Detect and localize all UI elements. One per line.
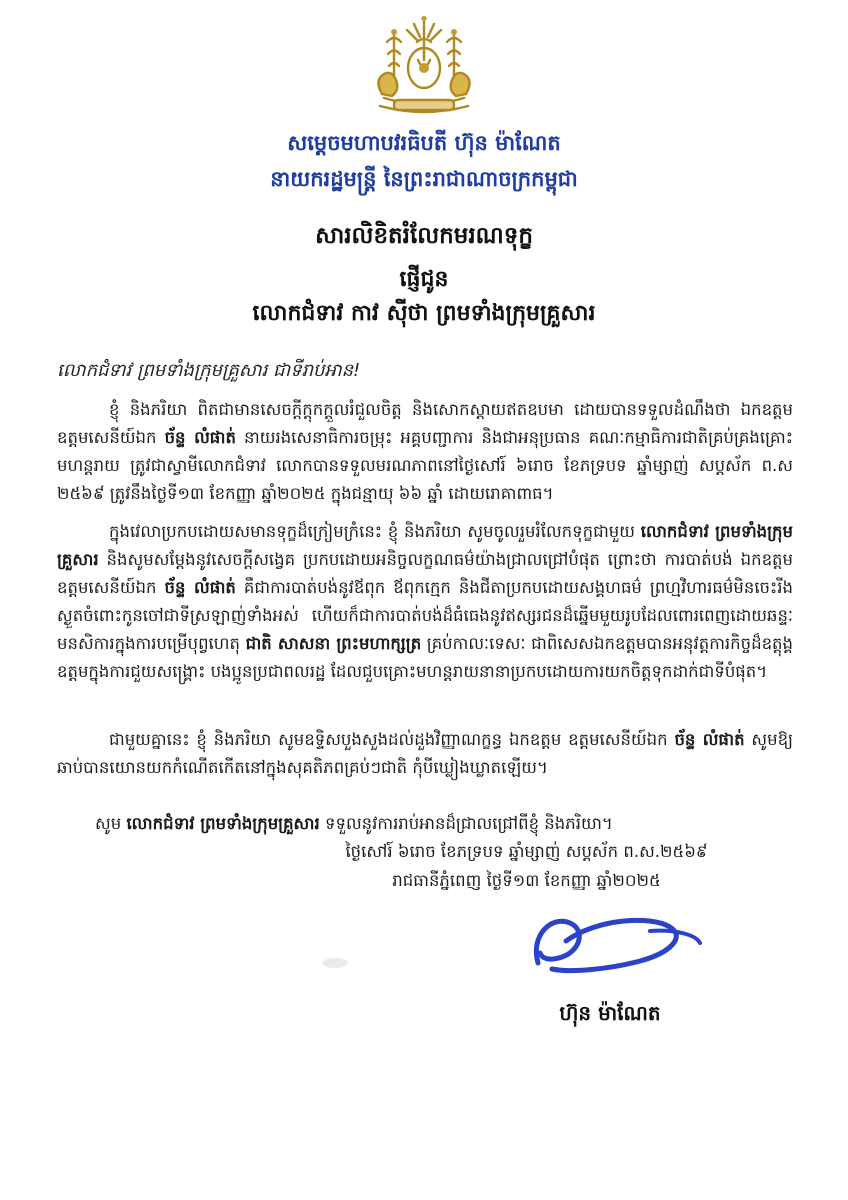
salutation-line: លោកជំទាវ ព្រមទាំងក្រុមគ្រួសារ ជាទីរាប់អាន! — [57, 360, 361, 381]
signature-scribble-icon — [480, 898, 740, 1008]
signer-name: ហ៊ុន ម៉ាណែត — [559, 1001, 661, 1025]
closing-courtesy-line: សូម លោកជំទាវ ព្រមទាំងក្រុមគ្រួសារ ទទួលនូវការរាប់អានដ៏ជ្រាលជ្រៅពីខ្ញុំ និងភរិយា។ — [95, 814, 613, 833]
scan-smudge — [322, 958, 348, 968]
gregorian-date-line: រាជធានីភ្នំពេញ ថ្ងៃទី១៣ ខែកញ្ញា ឆ្នាំ២០២៥ — [392, 870, 661, 890]
dateline-block — [260, 838, 793, 896]
document-title: សារលិខិតរំលែកមរណទុក្ខ — [315, 223, 533, 249]
royal-arms-of-cambodia-icon — [0, 16, 848, 128]
lunar-date-line: ថ្ងៃសៅរ៍ ៦រោច ខែភទ្របទ ឆ្នាំម្សាញ់ សប្តស័ក ព.ស.២៥៦៩ — [345, 842, 708, 861]
addressee-line: លោកជំទាវ កាវ ស៊ីថា ព្រមទាំងក្រុមគ្រួសារ — [252, 301, 596, 326]
send-to-label: ផ្ញើជូន — [399, 267, 449, 292]
paragraph-3: ជាមួយគ្នានេះ ខ្ញុំ និងភរិយា សូមឧទ្ទិសបួងសួងដល់ដួងវិញ្ញាណក្ខន្ធ ឯកឧត្តម ឧត្តមសេនីយ៍ឯក ច័ន្ទ លំផាត់ សូមឱ្យឆាប់បានយោនយកកំណើតកើតនៅក្នុងសុគតិភពគ្រប់ៗជាតិ កុំបីឃ្លៀងឃ្លាតឡើយ។ — [57, 730, 793, 778]
letterhead-title-line: សម្តេចមហាបវរធិបតី ហ៊ុន ម៉ាណែត — [287, 131, 561, 155]
paragraph-1: ខ្ញុំ និងភរិយា ពិតជាមានសេចក្តីក្តុកក្តួលរំជួលចិត្ត និងសោកស្តាយឥតឧបមា ដោយបានទទួលដំណឹងថា ឯកឧត្តម ឧត្តមសេនីយ៍ឯក ច័ន្ទ លំផាត់ នាយរងសេនាធិការចម្រុះ អគ្គបញ្ជាការ និងជាអនុប្រធាន គណៈកម្មាធិការជាតិគ្រប់គ្រងគ្រោះមហន្តរាយ ត្រូវជាស្វាមីលោកជំទាវ លោកបានទទួលមរណភាពនៅថ្ងៃសៅរ៍ ៦រោច ខែភទ្របទ ឆ្នាំម្សាញ់ សប្តស័ក ព.ស ២៥៦៩ ត្រូវនឹងថ្ងៃទី១៣ ខែកញ្ញា ឆ្នាំ២០២៥ ក្នុងជន្មាយុ ៦៦ ឆ្នាំ ដោយរោគាពាធ។ — [57, 400, 793, 504]
signature-svg — [500, 901, 720, 1006]
letterhead-subtitle-line: នាយករដ្ឋមន្ត្រី នៃព្រះរាជាណាចក្រកម្ពុជា — [270, 167, 578, 191]
crest-svg — [360, 16, 488, 128]
paragraph-2: ក្នុងវេលាប្រកបដោយសមានទុក្ខដ៏ក្រៀមក្រំនេះ ខ្ញុំ និងភរិយា សូមចូលរួមរំលែកទុក្ខជាមួយ លោកជំទាវ ព្រមទាំងក្រុមគ្រួសារ និងសូមសម្តែងនូវសេចក្តីសង្វេគ ប្រកបដោយអនិច្ចលក្ខណធម៌យ៉ាងជ្រាលជ្រៅបំផុត ព្រោះថា ការបាត់បង់ ឯកឧត្តម ឧត្តមសេនីយ៍ឯក ច័ន្ទ លំផាត់ គឺជាការបាត់បង់នូវឪពុក ឪពុកក្មេក និងជីតាប្រកបដោយសង្គហធម៌ ព្រហ្មវិហារធម៌មិនចេះរីងស្ងួតចំពោះកូនចៅជាទីស្រឡាញ់ទាំងអស់ ហើយក៏ជាការបាត់បង់ដ៏ធំធេងនូវឥស្សរជនដ៏ឆ្នើមមួយរូបដែលពោរពេញដោយឆន្ទៈមនសិការក្នុងការបម្រើបុព្វហេតុ ជាតិ សាសនា ព្រះមហាក្សត្រ គ្រប់កាលៈទេសៈ ជាពិសេសឯកឧត្តមបានអនុវត្តការកិច្ចដ៏ឧត្តុង្គឧត្តមក្នុងការជួយសង្គ្រោះ បងប្អូនប្រជាពលរដ្ឋ ដែលជួបគ្រោះមហន្តរាយនានាប្រកបដោយការយកចិត្តទុកដាក់ជាទីបំផុត។ — [57, 522, 793, 682]
